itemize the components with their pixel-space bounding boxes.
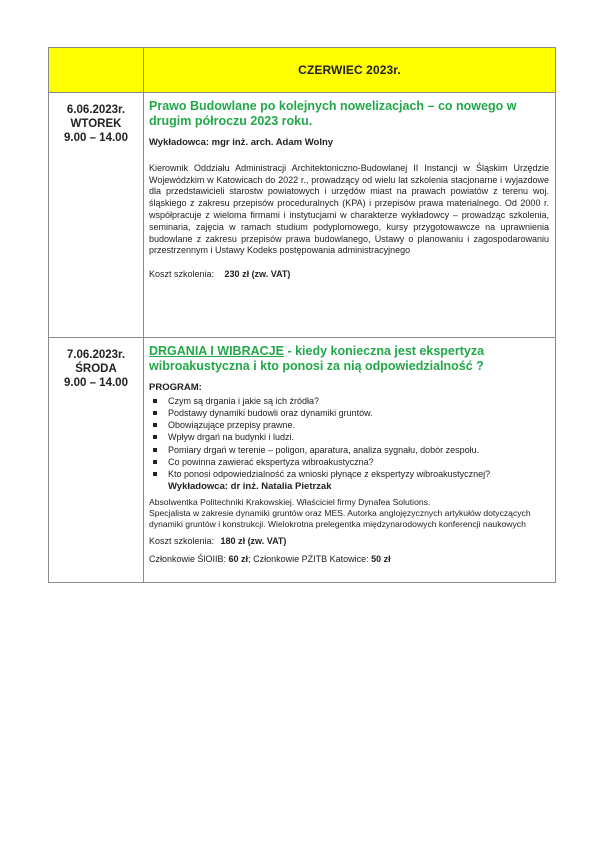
lecturer-name: Wykładowca: mgr inż. arch. Adam Wolny [149, 137, 334, 148]
fee-label: Koszt szkolenia: [149, 536, 215, 547]
members-label-1: Członkowie ŚlOIIB: [149, 553, 227, 564]
program-list [149, 395, 549, 480]
session-time: 9.00 – 14.00 [64, 377, 128, 389]
session-weekday: ŚRODA [75, 363, 117, 375]
schedule-table [48, 47, 556, 583]
session-title-rest: - kiedy konieczna jest ekspertyza wibroakustyczna i kto ponosi za nią odpowiedzialność ? [149, 344, 485, 373]
members-price-line [149, 554, 549, 566]
bio-line: Absolwentka Politechniki Krakowskiej. Właściciel firmy Dynafea Solutions. [149, 497, 431, 508]
list-item: Czym są drgania i jakie są ich źródła? [151, 395, 549, 407]
month-header-row [49, 48, 556, 93]
list-item: Kto ponosi odpowiedzialność za wnioski płynące z ekspertyzy wibroakustycznej? [151, 468, 549, 480]
session-date-cell [49, 338, 144, 583]
lecturer-bio: Kierownik Oddziału Administracji Architektoniczno-Budowlanej II Instancji w Śląskim Urzędzie Wojewódzkim w Katowicach do 2022 r., prowadzący od wielu lat szkolenia stacjonarne i wyjazdowe dla przedstawicieli starostw powiatowych i urzędów miast na prawach powiatów z terenu woj. śląskiego z zakresu przepisów proceduralnych (KPA) i przepisów prawa materialnego. Od 2000 r. współpracuje z wieloma firmami i instytucjami w charakterze wykładowcy – prowadząc szkolenia, seminaria, zajęcia w ramach studium podyplomowego, kursy przygotowawcze na uprawnienia budowlane z zakresu przepisów prawa budowlanego, Ustawy o planowaniu i zagospodarowaniu przestrzennym i Ustawy Kodeks postępowania administracyjnego [149, 162, 549, 256]
members-value-1: 60 zł [228, 553, 249, 564]
list-item: Podstawy dynamiki budowli oraz dynamiki gruntów. [151, 407, 549, 419]
session-title: Prawo Budowlane po kolejnych nowelizacjach – co nowego w drugim półroczu 2023 roku. [149, 99, 517, 128]
fee-value: 180 zł (zw. VAT) [220, 536, 287, 547]
session-time: 9.00 – 14.00 [64, 132, 128, 144]
session-row [49, 338, 556, 583]
fee-line [149, 269, 549, 281]
program-heading: PROGRAM: [149, 382, 202, 393]
members-separator: ; [248, 553, 254, 564]
lecturer-bio [149, 497, 549, 530]
fee-label: Koszt szkolenia: [149, 269, 215, 280]
session-weekday: WTOREK [70, 118, 122, 130]
session-row [49, 93, 556, 338]
session-content [144, 93, 556, 338]
session-date-cell [49, 93, 144, 338]
list-item: Obowiązujące przepisy prawne. [151, 419, 549, 431]
fee-line [149, 536, 549, 548]
members-label-2: Członkowie PZITB Katowice: [253, 553, 369, 564]
session-content [144, 338, 556, 583]
fee-value: 230 zł (zw. VAT) [224, 269, 291, 280]
session-date: 7.06.2023r. [66, 349, 126, 361]
session-date: 6.06.2023r. [66, 104, 126, 116]
list-item: Co powinna zawierać ekspertyza wibroakustyczna? [151, 456, 549, 468]
list-item: Pomiary drgań w terenie – poligon, aparatura, analiza sygnału, dobór zespołu. [151, 444, 549, 456]
session-title [149, 344, 549, 374]
month-title: CZERWIEC 2023r. [144, 48, 556, 93]
header-empty-cell [49, 48, 144, 93]
session-title-underlined: DRGANIA I WIBRACJE [149, 344, 284, 358]
list-item: Wpływ drgań na budynki i ludzi. [151, 431, 549, 443]
lecturer-name: Wykładowca: dr inż. Natalia Pietrzak [168, 481, 332, 493]
members-value-2: 50 zł [371, 553, 391, 564]
bio-line: Specjalista w zakresie dynamiki gruntów oraz MES. Autorka anglojęzycznych artykułów dotyczących dynamiki gruntów i konstrukcji. Wielokrotna prelegentka międzynarodowych konferencji naukowych [149, 508, 531, 530]
